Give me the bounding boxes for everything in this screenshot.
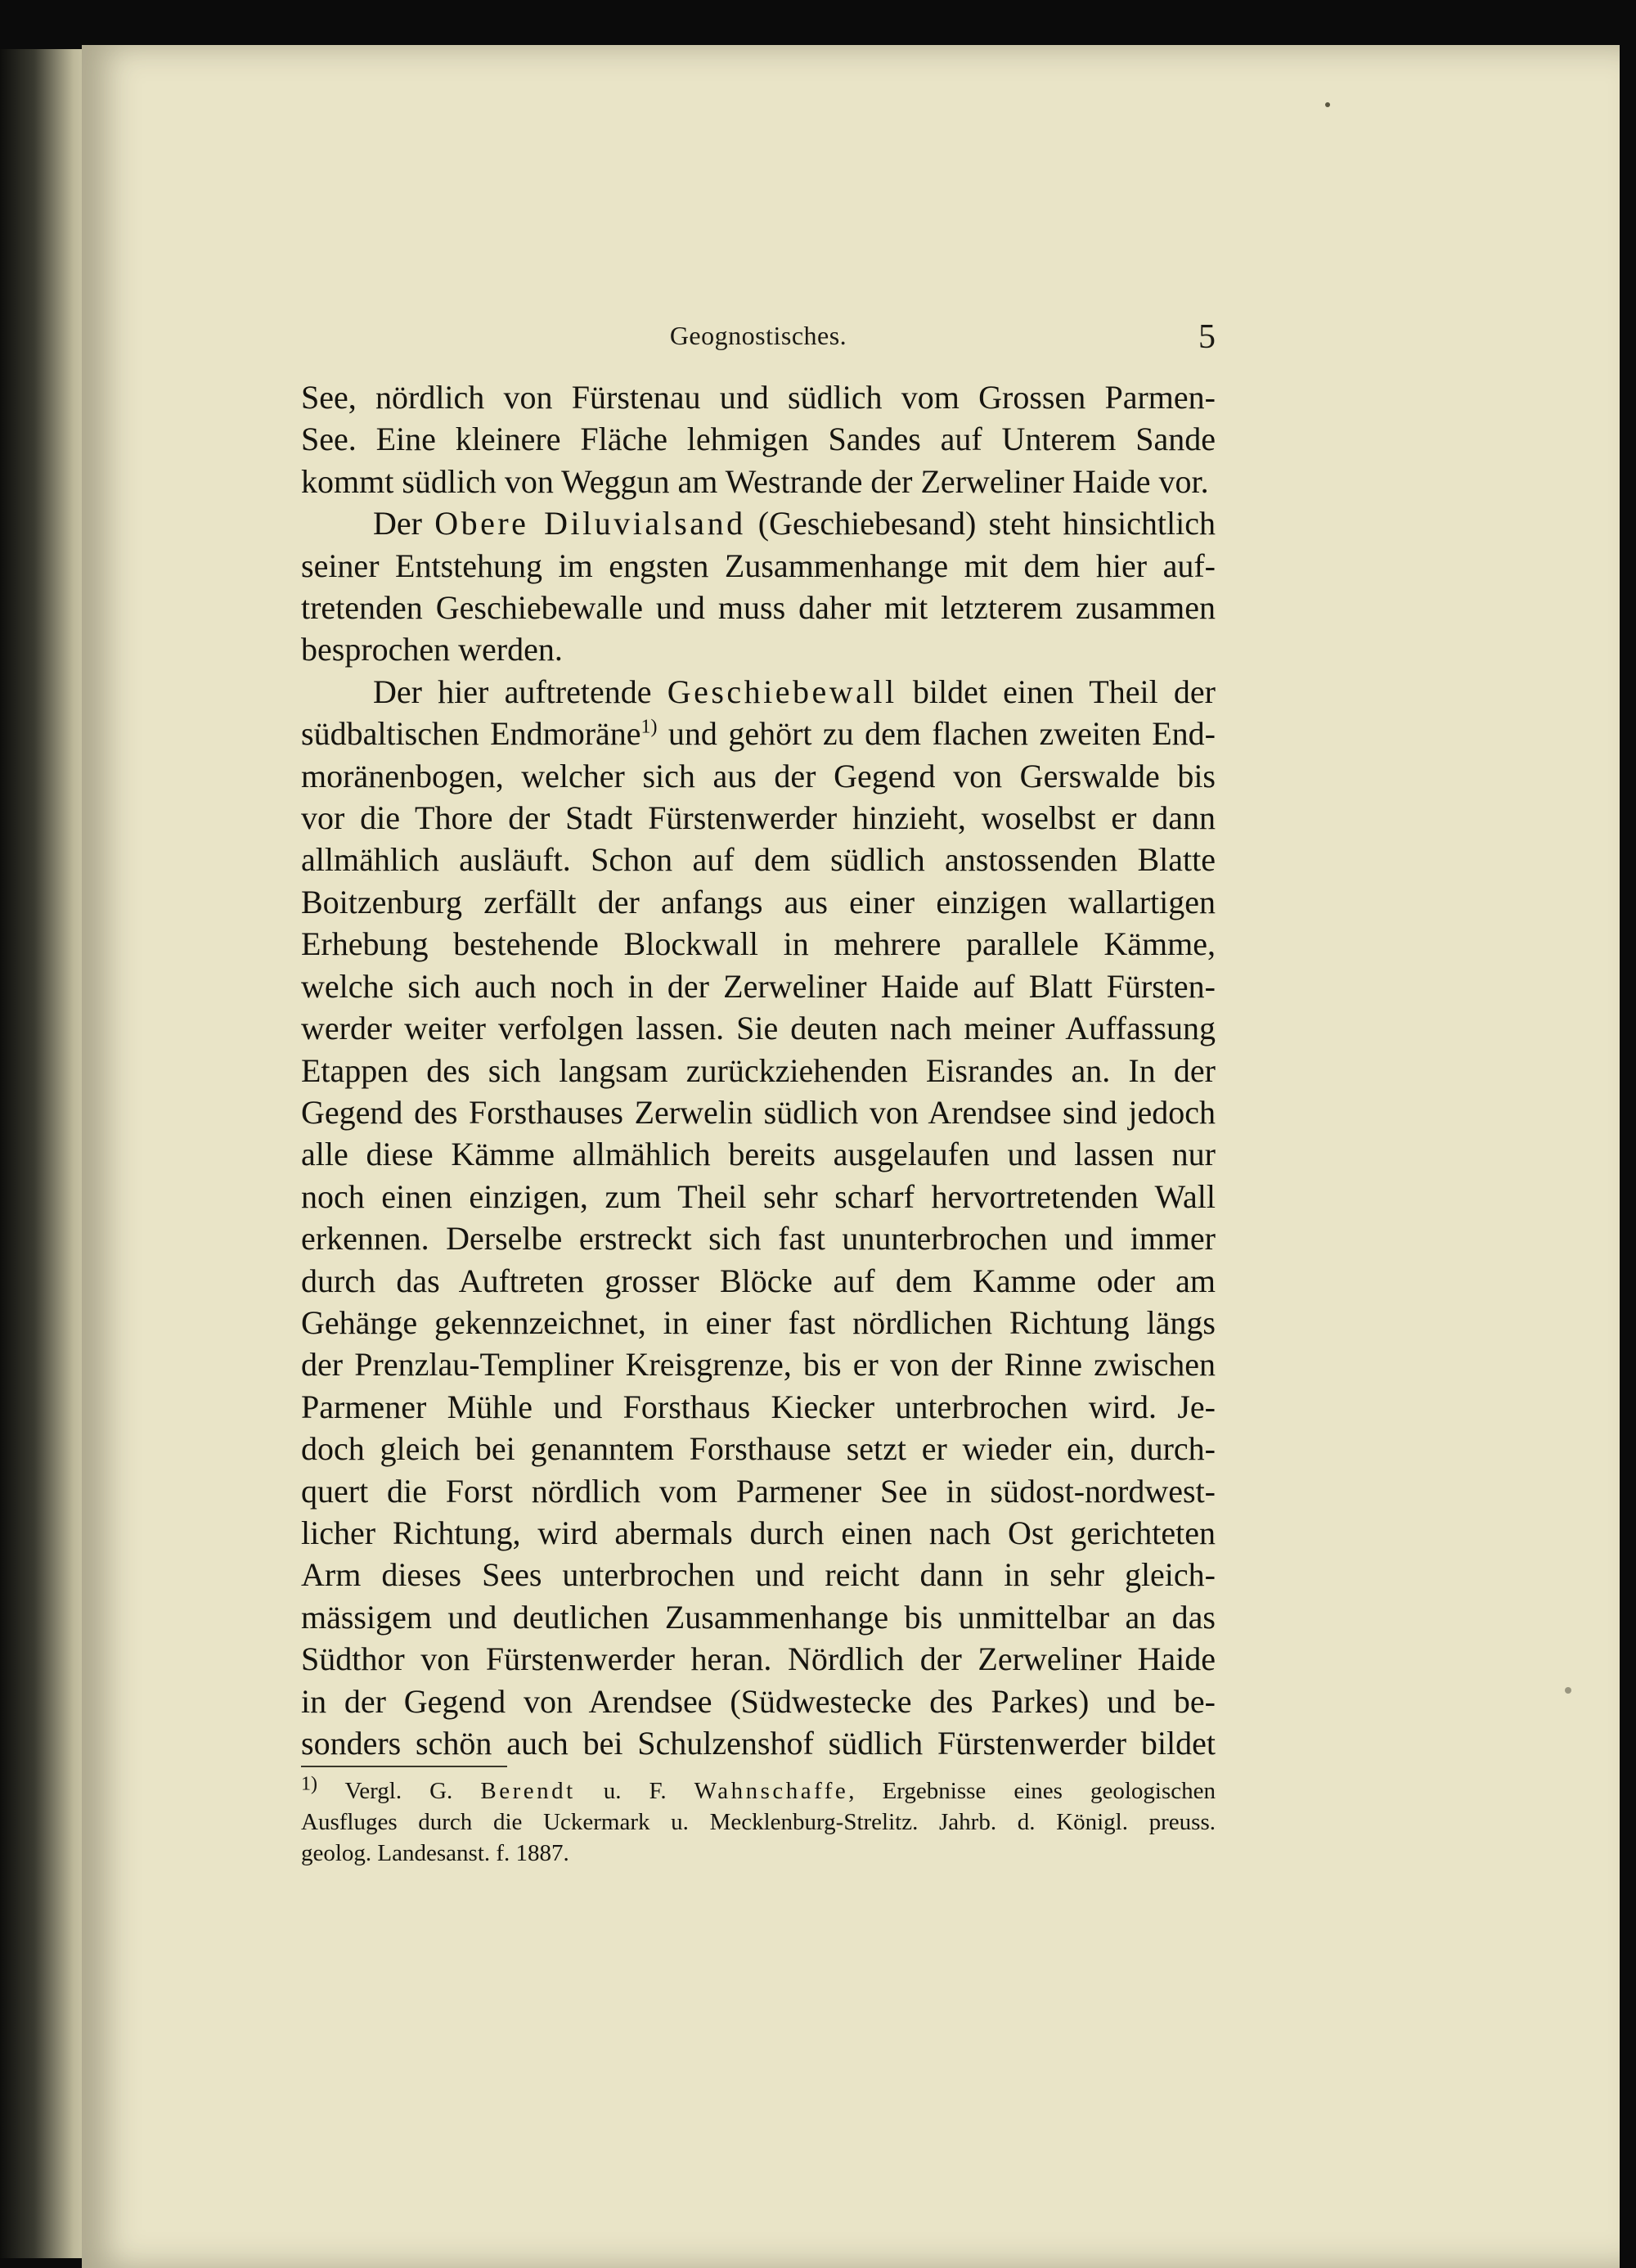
text-line: welche sich auch noch in der Zerweliner Haide auf Blatt Fürsten- — [301, 967, 1216, 1005]
text-line: Gegend des Forsthauses Zerwelin südlich von Arendsee sind jedoch — [301, 1093, 1216, 1131]
text-line: Der Obere Diluvialsand (Geschiebesand) steht hinsichtlich — [373, 505, 1216, 542]
text-line: See, nördlich von Fürstenau und südlich vom Grossen Parmen- — [301, 379, 1216, 416]
text-line: der Prenzlau-Templiner Kreisgrenze, bis er von der Rinne zwischen — [301, 1346, 1216, 1384]
text-line: mässigem und deutlichen Zusammenhange bis unmittelbar an das — [301, 1598, 1216, 1636]
text-line: kommt südlich von Weggun am Westrande der Zerweliner Haide vor. — [301, 462, 1209, 500]
text-line: erkennen. Derselbe erstreckt sich fast ununterbrochen und immer — [301, 1220, 1216, 1258]
text-line: südbaltischen Endmoräne$^{1)}$ und gehört zu dem flachen zweiten End- — [301, 715, 1216, 753]
spaced-term: Geschiebewall — [667, 673, 897, 710]
text-line: quert die Forst nördlich vom Parmener See in südost-nordwest- — [301, 1472, 1216, 1510]
text-line: in der Gegend von Arendsee (Südwestecke des Parkes) und be- — [301, 1682, 1216, 1720]
text-line: Boitzenburg zerfällt der anfangs aus einer einzigen wallartigen — [301, 883, 1216, 920]
text-line: allmählich ausläuft. Schon auf dem südlich anstossenden Blatte — [301, 841, 1216, 879]
paper-speck — [1565, 1687, 1571, 1694]
page-header — [301, 318, 1216, 362]
footnote-marker: 1) — [640, 716, 658, 738]
text-line: werder weiter verfolgen lassen. Sie deuten nach meiner Auffassung — [301, 1010, 1216, 1047]
footnote-line: Ausfluges durch die Uckermark u. Mecklenburg-Strelitz. Jahrb. d. Königl. preuss. — [301, 1809, 1216, 1835]
text-line: durch das Auftreten grosser Blöcke auf dem Kamme oder am — [301, 1262, 1216, 1299]
author-name: Berendt — [480, 1778, 576, 1804]
text-line: Gehänge gekennzeichnet, in einer fast nördlichen Richtung längs — [301, 1303, 1216, 1341]
text-line: doch gleich bei genanntem Forsthause setzt er wieder ein, durch- — [301, 1430, 1216, 1468]
text-line: moränenbogen, welcher sich aus der Gegend von Gerswalde bis — [301, 757, 1216, 794]
footnote-rule — [301, 1766, 507, 1767]
text-line: alle diese Kämme allmählich bereits ausgelaufen und lassen nur — [301, 1136, 1216, 1173]
author-name: Wahnschaffe — [694, 1778, 849, 1804]
text-line: besprochen werden. — [301, 631, 563, 668]
body-text — [301, 376, 1216, 1764]
text-line: vor die Thore der Stadt Fürstenwerder hinzieht, woselbst er dann — [301, 799, 1216, 837]
footnote — [301, 1775, 1216, 1869]
running-title: Geognostisches. — [669, 321, 847, 350]
paper-speck — [1325, 102, 1330, 107]
text-line: Südthor von Fürstenwerder heran. Nördlich der Zerweliner Haide — [301, 1640, 1216, 1678]
spaced-term: Obere Diluvialsand — [434, 505, 746, 542]
text-line: Der hier auftretende Geschiebewall bildet einen Theil der — [373, 673, 1216, 710]
footnote-marker: 1) — [301, 1773, 317, 1795]
text-line: Erhebung bestehende Blockwall in mehrere parallele Kämme, — [301, 925, 1216, 963]
text-line: seiner Entstehung im engsten Zusammenhange mit dem hier auf- — [301, 547, 1216, 584]
text-line: sonders schön auch bei Schulzenshof südlich Fürstenwerder bildet — [301, 1725, 1216, 1762]
text-line: licher Richtung, wird abermals durch einen nach Ost gerichteten — [301, 1514, 1216, 1551]
text-line: tretenden Geschiebewalle und muss daher mit letzterem zusammen — [301, 589, 1216, 627]
text-line: Arm dieses Sees unterbrochen und reicht dann in sehr gleich- — [301, 1556, 1216, 1594]
page-number: 5 — [1198, 318, 1216, 356]
footnote-line: $^{1)}$ Vergl. G. Berendt u. F. Wahnschaffe, Ergebnisse eines geologischen — [301, 1773, 1216, 1804]
text-line: See. Eine kleinere Fläche lehmigen Sandes auf Unterem Sande — [301, 421, 1216, 458]
text-line: Etappen des sich langsam zurückziehenden Eisrandes an. In der — [301, 1051, 1216, 1089]
text-line: Parmener Mühle und Forsthaus Kiecker unterbrochen wird. Je- — [301, 1388, 1216, 1425]
text-line: noch einen einzigen, zum Theil sehr scharf hervortretenden Wall — [301, 1177, 1216, 1215]
footnote-line: geolog. Landesanst. f. 1887. — [301, 1840, 569, 1866]
